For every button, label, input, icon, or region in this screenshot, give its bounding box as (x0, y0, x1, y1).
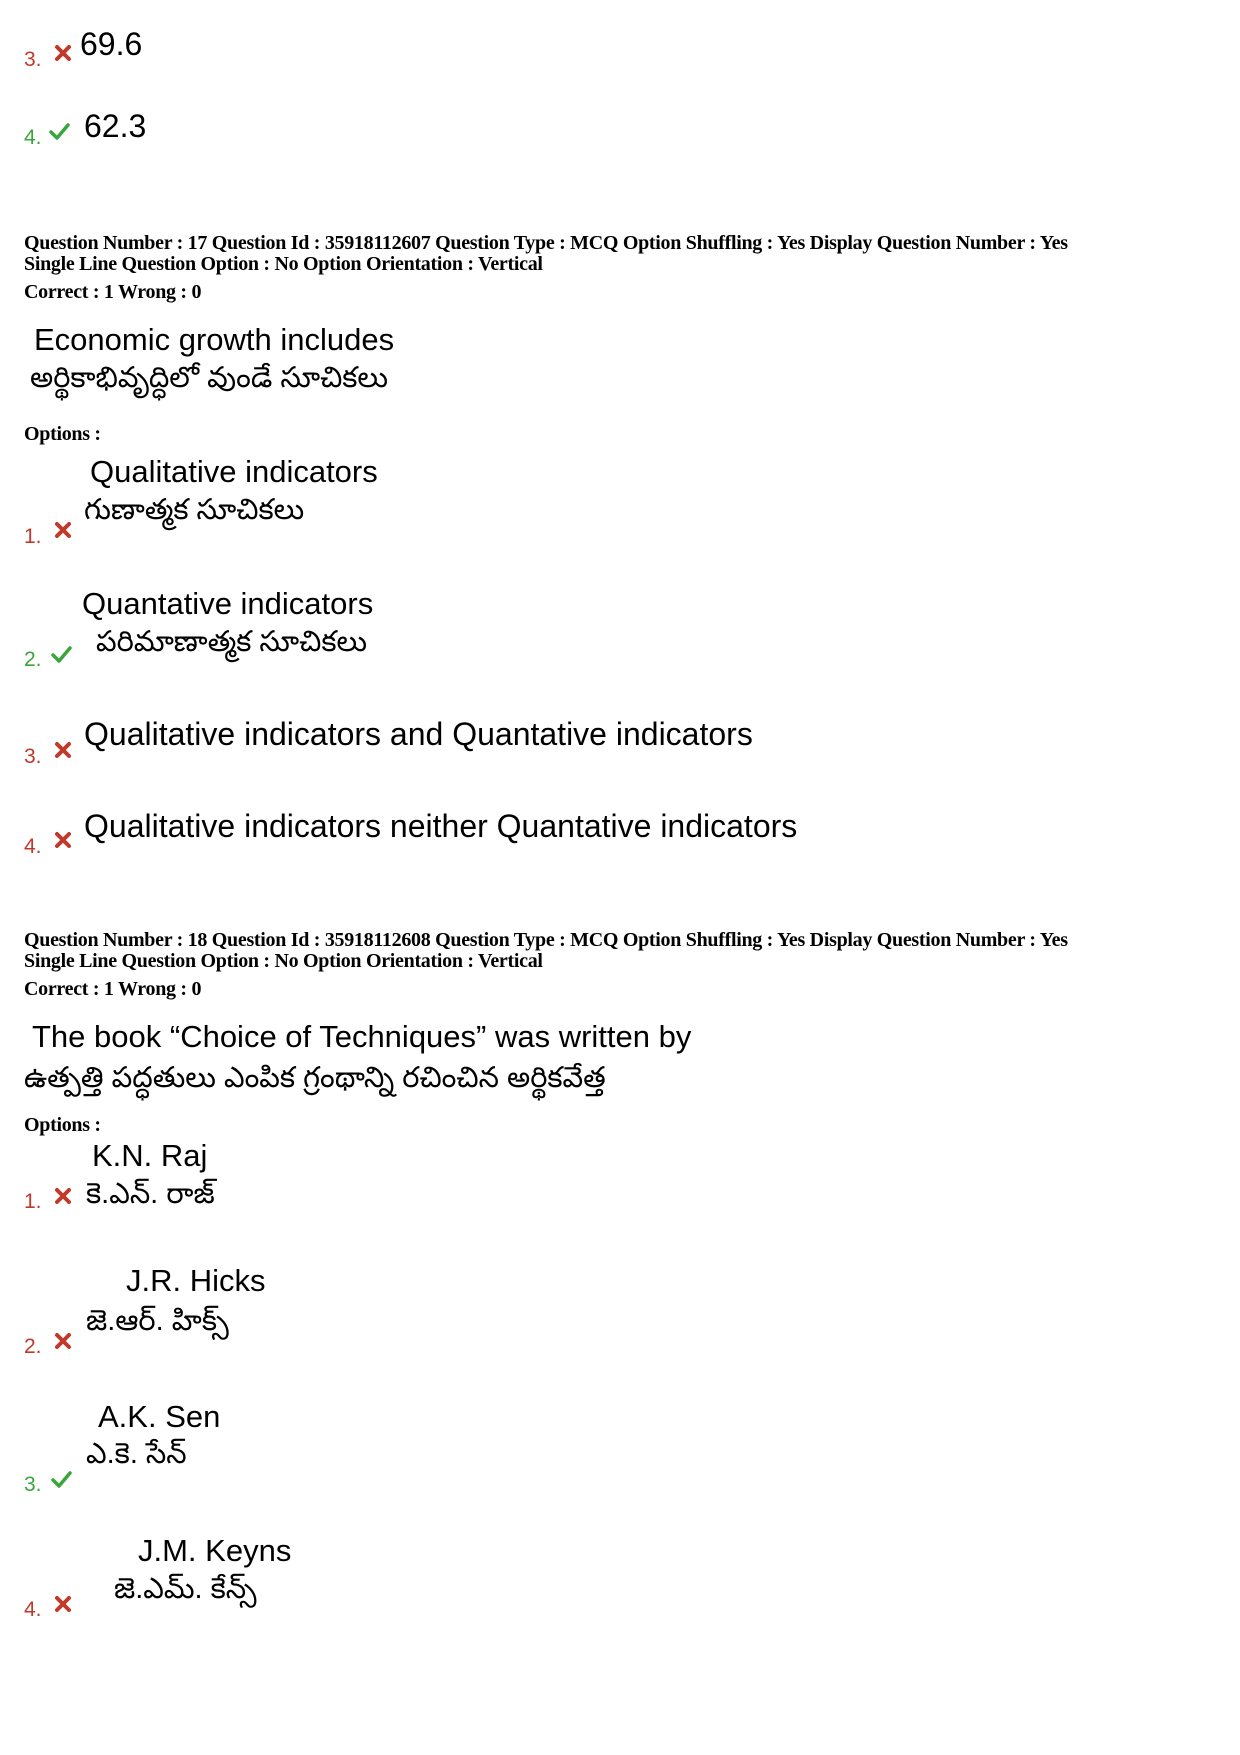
option-number: 2. (24, 648, 42, 671)
question-meta-options: Single Line Question Option : No Option Orientation : Vertical (24, 253, 543, 275)
option-text-telugu: ఎ.కె. సేన్ (86, 1438, 187, 1470)
option-text-telugu: జె.ఎమ్. కేన్స్ (114, 1573, 257, 1605)
checkmark-icon (50, 1468, 72, 1490)
checkmark-icon (50, 643, 72, 665)
option-number: 1. (24, 1190, 42, 1213)
cross-icon (52, 739, 74, 761)
question-text-english: Economic growth includes (34, 322, 395, 357)
question-meta: Question Number : 17 Question Id : 35918112607 Question Type : MCQ Option Shuffling : Yes Display Question Number : Yes (24, 232, 1068, 254)
option-number: 1. (24, 525, 42, 548)
option-text: Qualitative indicators neither Quantative indicators (84, 808, 798, 844)
option-number: 3. (24, 745, 42, 768)
option-text-english: Qualitative indicators (90, 454, 378, 489)
marks-info: Correct : 1 Wrong : 0 (24, 281, 202, 303)
option-number: 2. (24, 1335, 42, 1358)
checkmark-icon (48, 120, 70, 142)
question-meta-options: Single Line Question Option : No Option Orientation : Vertical (24, 950, 543, 972)
cross-icon (52, 519, 74, 541)
option-text-english: Quantative indicators (82, 586, 374, 621)
option-text-telugu: కె.ఎన్. రాజ్ (86, 1178, 215, 1210)
option-number: 3. (24, 48, 42, 71)
option-text-english: J.M. Keyns (138, 1533, 292, 1568)
option-text-telugu: గుణాత్మక సూచికలు (84, 494, 305, 526)
question-meta: Question Number : 18 Question Id : 35918112608 Question Type : MCQ Option Shuffling : Yes Display Question Number : Yes (24, 929, 1068, 951)
options-label: Options : (24, 1114, 101, 1136)
option-text-english: K.N. Raj (92, 1138, 208, 1173)
option-number: 4. (24, 835, 42, 858)
option-number: 4. (24, 126, 42, 149)
question-text-english: The book “Choice of Techniques” was written by (32, 1019, 692, 1054)
option-text: 62.3 (84, 108, 147, 144)
cross-icon (52, 1185, 74, 1207)
option-text-english: J.R. Hicks (126, 1263, 266, 1298)
option-text-telugu: జె.ఆర్. హిక్స్ (86, 1305, 229, 1337)
cross-icon (52, 42, 74, 64)
option-number: 4. (24, 1598, 42, 1621)
option-text-english: A.K. Sen (98, 1399, 221, 1434)
cross-icon (52, 1330, 74, 1352)
option-text-telugu: పరిమాణాత్మక సూచికలు (96, 626, 368, 658)
options-label: Options : (24, 423, 101, 445)
option-text: 69.6 (80, 26, 143, 62)
cross-icon (52, 1593, 74, 1615)
question-text-telugu: అర్థికాభివృద్ధిలో వుండే సూచికలు (30, 362, 389, 394)
option-number: 3. (24, 1473, 42, 1496)
option-text: Qualitative indicators and Quantative indicators (84, 716, 753, 752)
question-text-telugu: ఉత్పత్తి పద్ధతులు ఎంపిక గ్రంథాన్ని రచించిన అర్థికవేత్త (24, 1062, 606, 1094)
marks-info: Correct : 1 Wrong : 0 (24, 978, 202, 1000)
cross-icon (52, 829, 74, 851)
